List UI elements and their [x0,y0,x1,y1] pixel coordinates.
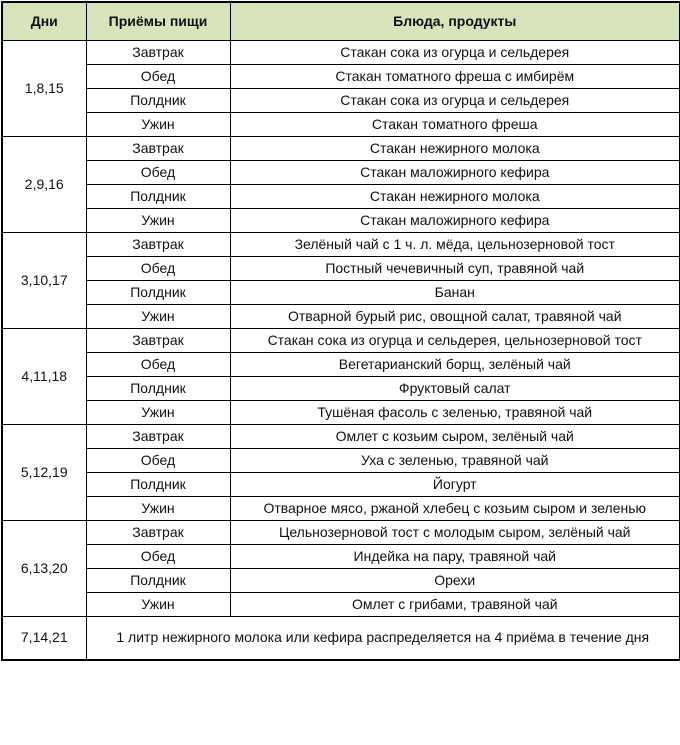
dish-cell: Омлет с козьим сыром, зелёный чай [230,424,680,448]
meal-cell: Обед [86,64,230,88]
header-dishes: Блюда, продукты [230,2,680,40]
days-cell: 7,14,21 [2,616,86,660]
dish-cell: Орехи [230,568,680,592]
meal-cell: Обед [86,160,230,184]
meal-cell: Ужин [86,592,230,616]
dish-cell: Отварной бурый рис, овощной салат, травяной чай [230,304,680,328]
table-row [2,376,680,400]
dish-cell: Стакан томатного фреша [230,112,680,136]
table-row [2,328,680,352]
table-row [2,208,680,232]
meal-cell: Полдник [86,376,230,400]
meal-cell: Ужин [86,400,230,424]
dish-cell: Индейка на пару, травяной чай [230,544,680,568]
dish-cell: Зелёный чай с 1 ч. л. мёда, цельнозерновой тост [230,232,680,256]
dish-cell: Стакан маложирного кефира [230,160,680,184]
table-row [2,160,680,184]
table-row [2,472,680,496]
meal-cell: Ужин [86,304,230,328]
note-cell: 1 литр нежирного молока или кефира распределяется на 4 приёма в течение дня [86,616,680,660]
table-row [2,544,680,568]
meal-cell: Полдник [86,568,230,592]
dish-cell: Стакан маложирного кефира [230,208,680,232]
dish-cell: Отварное мясо, ржаной хлебец с козьим сыром и зеленью [230,496,680,520]
table-row [2,232,680,256]
days-cell: 3,10,17 [2,232,86,328]
table-row [2,64,680,88]
dish-cell: Постный чечевичный суп, травяной чай [230,256,680,280]
dish-cell: Стакан нежирного молока [230,136,680,160]
table-row [2,280,680,304]
table-row [2,112,680,136]
dish-cell: Стакан сока из огурца и сельдерея [230,88,680,112]
page [0,1,680,745]
meal-cell: Обед [86,448,230,472]
days-cell: 1,8,15 [2,40,86,136]
table-row [2,400,680,424]
meal-cell: Завтрак [86,328,230,352]
footer-row [2,616,680,660]
meal-cell: Ужин [86,208,230,232]
table-row [2,40,680,64]
dish-cell: Вегетарианский борщ, зелёный чай [230,352,680,376]
header-days: Дни [2,2,86,40]
meal-cell: Завтрак [86,232,230,256]
header-row [2,2,680,40]
table-row [2,136,680,160]
days-cell: 2,9,16 [2,136,86,232]
table-row [2,88,680,112]
table-row [2,448,680,472]
dish-cell: Стакан томатного фреша с имбирём [230,64,680,88]
meal-cell: Завтрак [86,520,230,544]
meal-cell: Ужин [86,496,230,520]
meal-cell: Обед [86,352,230,376]
dish-cell: Стакан сока из огурца и сельдерея, цельнозерновой тост [230,328,680,352]
days-cell: 5,12,19 [2,424,86,520]
dish-cell: Уха с зеленью, травяной чай [230,448,680,472]
table-row [2,424,680,448]
table-row [2,184,680,208]
dish-cell: Фруктовый салат [230,376,680,400]
table-header [2,2,680,40]
dish-cell: Стакан сока из огурца и сельдерея [230,40,680,64]
meal-cell: Полдник [86,280,230,304]
dish-cell: Омлет с грибами, травяной чай [230,592,680,616]
table-body [2,40,680,660]
table-row [2,520,680,544]
meal-cell: Завтрак [86,136,230,160]
dish-cell: Тушёная фасоль с зеленью, травяной чай [230,400,680,424]
days-cell: 6,13,20 [2,520,86,616]
meal-cell: Обед [86,256,230,280]
table-row [2,256,680,280]
meal-cell: Полдник [86,472,230,496]
meal-cell: Ужин [86,112,230,136]
meal-cell: Обед [86,544,230,568]
table-row [2,496,680,520]
days-cell: 4,11,18 [2,328,86,424]
meal-cell: Завтрак [86,40,230,64]
dish-cell: Стакан нежирного молока [230,184,680,208]
diet-plan-table [1,1,680,661]
header-meals: Приёмы пищи [86,2,230,40]
table-row [2,304,680,328]
dish-cell: Цельнозерновой тост с молодым сыром, зелёный чай [230,520,680,544]
table-row [2,592,680,616]
dish-cell: Банан [230,280,680,304]
meal-cell: Полдник [86,184,230,208]
table-row [2,352,680,376]
meal-cell: Завтрак [86,424,230,448]
dish-cell: Йогурт [230,472,680,496]
meal-cell: Полдник [86,88,230,112]
table-row [2,568,680,592]
